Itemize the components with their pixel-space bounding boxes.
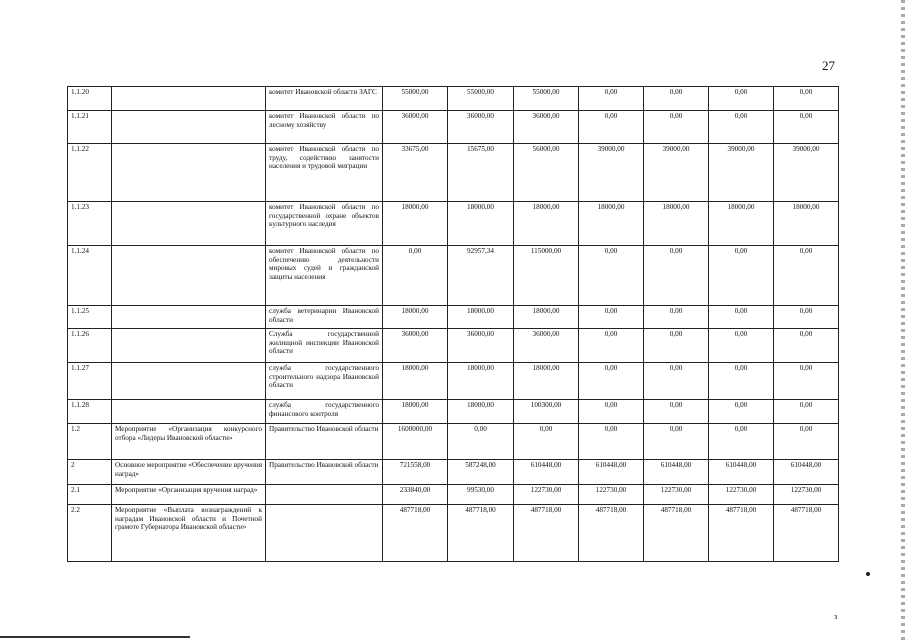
executor-cell: комитет Ивановской области по лесному хозяйству <box>266 111 383 144</box>
table-row <box>68 424 839 460</box>
amount-cell: 1600000,00 <box>383 424 448 460</box>
scan-edge-marks <box>901 0 905 640</box>
table-row <box>68 306 839 329</box>
amount-cell: 487718,00 <box>514 505 579 562</box>
row-number: 2 <box>68 460 112 485</box>
amount-cell: 18000,00 <box>709 202 774 246</box>
row-number: 1.1.20 <box>68 87 112 111</box>
executor-cell: Служба государственной жилищной инспекции Ивановской области <box>266 329 383 363</box>
amount-cell: 0,00 <box>644 363 709 400</box>
amount-cell: 18000,00 <box>448 306 514 329</box>
amount-cell: 18000,00 <box>448 363 514 400</box>
amount-cell: 36000,00 <box>448 329 514 363</box>
amount-cell: 0,00 <box>579 363 644 400</box>
amount-cell: 18000,00 <box>644 202 709 246</box>
executor-cell: Правительство Ивановской области <box>266 424 383 460</box>
amount-cell: 100300,00 <box>514 400 579 424</box>
amount-cell: 0,00 <box>644 111 709 144</box>
amount-cell: 18000,00 <box>514 306 579 329</box>
amount-cell: 487718,00 <box>383 505 448 562</box>
amount-cell: 0,00 <box>774 400 839 424</box>
amount-cell: 0,00 <box>383 246 448 306</box>
amount-cell: 122730,00 <box>644 485 709 505</box>
amount-cell: 0,00 <box>774 329 839 363</box>
row-number: 1.1.21 <box>68 111 112 144</box>
amount-cell: 36000,00 <box>383 111 448 144</box>
executor-cell: Правительство Ивановской области <box>266 460 383 485</box>
amount-cell: 122730,00 <box>579 485 644 505</box>
executor-cell <box>266 485 383 505</box>
amount-cell: 18000,00 <box>383 202 448 246</box>
event-cell <box>112 329 266 363</box>
scan-dot <box>866 572 870 576</box>
amount-cell: 721558,00 <box>383 460 448 485</box>
amount-cell: 18000,00 <box>383 400 448 424</box>
amount-cell: 610448,00 <box>514 460 579 485</box>
executor-cell: комитет Ивановской области по труду, содействию занятости населения и трудовой миграции <box>266 144 383 202</box>
row-number: 1.1.22 <box>68 144 112 202</box>
amount-cell: 18000,00 <box>514 363 579 400</box>
row-number: 2.2 <box>68 505 112 562</box>
amount-cell: 587248,00 <box>448 460 514 485</box>
table-row <box>68 202 839 246</box>
table-row <box>68 400 839 424</box>
row-number: 2.1 <box>68 485 112 505</box>
amount-cell: 55000,00 <box>448 87 514 111</box>
amount-cell: 0,00 <box>579 400 644 424</box>
amount-cell: 0,00 <box>579 87 644 111</box>
amount-cell: 0,00 <box>774 87 839 111</box>
amount-cell: 39000,00 <box>644 144 709 202</box>
amount-cell: 122730,00 <box>514 485 579 505</box>
amount-cell: 0,00 <box>579 329 644 363</box>
event-cell: Мероприятие «Организация вручения наград» <box>112 485 266 505</box>
amount-cell: 0,00 <box>644 424 709 460</box>
executor-cell: комитет Ивановской области по обеспечению деятельности мировых судей и гражданской защиты населения <box>266 246 383 306</box>
amount-cell: 39000,00 <box>709 144 774 202</box>
amount-cell: 0,00 <box>644 400 709 424</box>
amount-cell: 39000,00 <box>579 144 644 202</box>
amount-cell: 0,00 <box>644 246 709 306</box>
page-number: 27 <box>822 58 835 73</box>
amount-cell: 15675,00 <box>448 144 514 202</box>
amount-cell: 487718,00 <box>774 505 839 562</box>
amount-cell: 122730,00 <box>709 485 774 505</box>
amount-cell: 0,00 <box>774 306 839 329</box>
executor-cell: комитет Ивановской области ЗАГС <box>266 87 383 111</box>
amount-cell: 18000,00 <box>448 400 514 424</box>
table-row <box>68 144 839 202</box>
amount-cell: 36000,00 <box>514 111 579 144</box>
amount-cell: 0,00 <box>709 111 774 144</box>
executor-cell: служба государственного строительного надзора Ивановской области <box>266 363 383 400</box>
table-row <box>68 111 839 144</box>
amount-cell: 36000,00 <box>383 329 448 363</box>
scan-bottom-line <box>0 636 190 638</box>
event-cell <box>112 400 266 424</box>
amount-cell: 610448,00 <box>579 460 644 485</box>
amount-cell: 0,00 <box>644 329 709 363</box>
amount-cell: 610448,00 <box>644 460 709 485</box>
amount-cell: 36000,00 <box>448 111 514 144</box>
amount-cell: 0,00 <box>774 424 839 460</box>
amount-cell: 99530,00 <box>448 485 514 505</box>
event-cell <box>112 87 266 111</box>
amount-cell: 115000,00 <box>514 246 579 306</box>
amount-cell: 122730,00 <box>774 485 839 505</box>
event-cell: Мероприятие «Организация конкурсного отбора «Лидеры Ивановской области» <box>112 424 266 460</box>
amount-cell: 0,00 <box>774 111 839 144</box>
amount-cell: 0,00 <box>709 424 774 460</box>
table-row <box>68 363 839 400</box>
event-cell <box>112 306 266 329</box>
event-cell <box>112 202 266 246</box>
row-number: 1.1.28 <box>68 400 112 424</box>
amount-cell: 233840,00 <box>383 485 448 505</box>
table-row <box>68 460 839 485</box>
amount-cell: 0,00 <box>709 306 774 329</box>
amount-cell: 0,00 <box>448 424 514 460</box>
amount-cell: 55000,00 <box>383 87 448 111</box>
amount-cell: 0,00 <box>579 246 644 306</box>
event-cell <box>112 246 266 306</box>
amount-cell: 18000,00 <box>448 202 514 246</box>
table-row <box>68 505 839 562</box>
amount-cell: 39000,00 <box>774 144 839 202</box>
amount-cell: 33675,00 <box>383 144 448 202</box>
executor-cell <box>266 505 383 562</box>
amount-cell: 487718,00 <box>644 505 709 562</box>
amount-cell: 0,00 <box>709 246 774 306</box>
amount-cell: 0,00 <box>579 306 644 329</box>
amount-cell: 0,00 <box>709 329 774 363</box>
row-number: 1.1.26 <box>68 329 112 363</box>
event-cell: Мероприятие «Выплата вознаграждений к наградам Ивановской области и Почетной грамоте Губернатора Ивановской области» <box>112 505 266 562</box>
table-row <box>68 87 839 111</box>
amount-cell: 0,00 <box>514 424 579 460</box>
amount-cell: 56000,00 <box>514 144 579 202</box>
amount-cell: 18000,00 <box>383 363 448 400</box>
amount-cell: 487718,00 <box>579 505 644 562</box>
amount-cell: 18000,00 <box>514 202 579 246</box>
amount-cell: 487718,00 <box>448 505 514 562</box>
amount-cell: 18000,00 <box>383 306 448 329</box>
amount-cell: 92957,34 <box>448 246 514 306</box>
amount-cell: 0,00 <box>644 306 709 329</box>
row-number: 1.1.23 <box>68 202 112 246</box>
row-number: 1.1.24 <box>68 246 112 306</box>
amount-cell: 18000,00 <box>774 202 839 246</box>
amount-cell: 0,00 <box>709 363 774 400</box>
row-number: 1.1.27 <box>68 363 112 400</box>
amount-cell: 0,00 <box>709 400 774 424</box>
amount-cell: 0,00 <box>579 424 644 460</box>
row-number: 1.2 <box>68 424 112 460</box>
amount-cell: 610448,00 <box>709 460 774 485</box>
amount-cell: 0,00 <box>774 246 839 306</box>
executor-cell: служба государственного финансового контроля <box>266 400 383 424</box>
amount-cell: 610448,00 <box>774 460 839 485</box>
table-row <box>68 246 839 306</box>
event-cell <box>112 111 266 144</box>
scan-mark: з <box>834 612 838 621</box>
event-cell <box>112 363 266 400</box>
executor-cell: комитет Ивановской области по государственной охране объектов культурного наследия <box>266 202 383 246</box>
amount-cell: 0,00 <box>579 111 644 144</box>
table-row <box>68 329 839 363</box>
amount-cell: 0,00 <box>709 87 774 111</box>
amount-cell: 18000,00 <box>579 202 644 246</box>
row-number: 1.1.25 <box>68 306 112 329</box>
executor-cell: служба ветеринарии Ивановской области <box>266 306 383 329</box>
budget-table <box>67 86 839 562</box>
table-row <box>68 485 839 505</box>
amount-cell: 487718,00 <box>709 505 774 562</box>
amount-cell: 0,00 <box>774 363 839 400</box>
amount-cell: 55000,00 <box>514 87 579 111</box>
amount-cell: 36000,00 <box>514 329 579 363</box>
event-cell: Основное мероприятие «Обеспечение вручения наград» <box>112 460 266 485</box>
amount-cell: 0,00 <box>644 87 709 111</box>
event-cell <box>112 144 266 202</box>
